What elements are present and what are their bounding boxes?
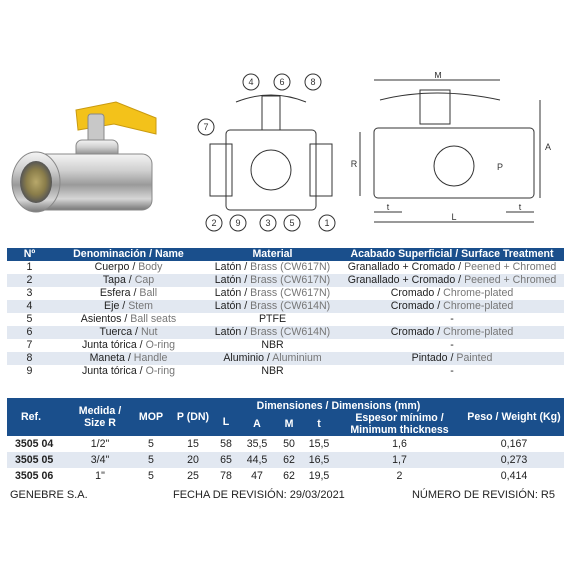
cell-weight: 0,414 bbox=[500, 470, 528, 482]
part-name-en: O-ring bbox=[145, 365, 176, 377]
material-en: Brass (CW614N) bbox=[250, 326, 331, 338]
finish: Granallado + Cromado bbox=[347, 274, 456, 286]
column-header: Nº bbox=[7, 248, 52, 261]
finish: Cromado bbox=[390, 287, 435, 299]
part-number: 9 bbox=[26, 365, 33, 377]
table-cell bbox=[205, 339, 340, 352]
cell-pdn: 20 bbox=[173, 452, 213, 468]
specs-header bbox=[7, 398, 564, 436]
dimension-label: A bbox=[544, 142, 552, 152]
part-name: Asientos bbox=[80, 313, 122, 325]
part-number: 3 bbox=[26, 287, 33, 299]
table-cell: Tuerca / Nut bbox=[52, 326, 205, 339]
dimension-label: L bbox=[451, 212, 457, 222]
finish: - bbox=[450, 339, 454, 351]
table-row bbox=[7, 452, 564, 468]
cell-ref: 3505 05 bbox=[7, 452, 71, 468]
callout-label: 2 bbox=[211, 218, 217, 228]
cell-mop: 5 bbox=[129, 452, 173, 468]
part-name: Esfera bbox=[99, 287, 131, 299]
table-row bbox=[7, 436, 564, 452]
finish-en: Chrome-plated bbox=[443, 326, 514, 338]
table-cell: Latón / Brass (CW614N) bbox=[205, 326, 340, 339]
material-en: Brass (CW614N) bbox=[250, 300, 331, 312]
callout-label: 4 bbox=[248, 77, 254, 87]
table-cell bbox=[7, 365, 52, 378]
part-name: Tuerca bbox=[99, 326, 133, 338]
cell-mop: 5 bbox=[148, 438, 154, 450]
cell-A: 35,5 bbox=[246, 438, 268, 450]
product-figure bbox=[0, 0, 570, 238]
specs-body bbox=[7, 436, 564, 484]
material: Latón bbox=[214, 326, 242, 338]
part-number: 5 bbox=[26, 313, 33, 325]
cell-thick: 2 bbox=[396, 470, 403, 482]
cell-thick: 1,6 bbox=[392, 438, 407, 450]
cell-M: 62 bbox=[275, 452, 303, 468]
part-number: 4 bbox=[26, 300, 33, 312]
part-name-en: Cap bbox=[134, 274, 155, 286]
part-number: 6 bbox=[26, 326, 33, 338]
table-row bbox=[7, 287, 564, 300]
table-cell bbox=[7, 274, 52, 287]
revision-number: NÚMERO DE REVISIÓN: R5 bbox=[411, 489, 555, 501]
table-cell: Junta tórica / O-ring bbox=[81, 365, 176, 377]
cell-thick: 1,7 bbox=[335, 452, 464, 468]
dimension-label: M bbox=[434, 72, 442, 80]
cell-ref: 3505 04 bbox=[15, 438, 54, 450]
material: Latón bbox=[214, 287, 242, 299]
material-en: Aluminium bbox=[272, 352, 322, 364]
column-header: Ref. bbox=[7, 398, 71, 436]
callout-label: 6 bbox=[279, 77, 285, 87]
material: NBR bbox=[261, 365, 284, 377]
table-cell: Granallado + Cromado / Peened + Chromed bbox=[347, 261, 557, 273]
table-cell: Aluminio / Aluminium bbox=[205, 352, 340, 365]
table-cell bbox=[205, 313, 340, 326]
column-header: Espesor mínimo / Minimum thickness bbox=[335, 412, 464, 436]
dimension-label: t bbox=[386, 202, 390, 212]
cell-L: 78 bbox=[220, 470, 232, 482]
cell-mop: 5 bbox=[148, 470, 154, 482]
column-header: MOP bbox=[129, 398, 173, 436]
column-header: Material bbox=[205, 248, 340, 261]
part-name-en: Nut bbox=[140, 326, 158, 338]
table-cell: Granallado + Cromado / Peened + Chromed bbox=[340, 274, 564, 287]
callout-label: 8 bbox=[310, 77, 316, 87]
cell-A: 44,5 bbox=[239, 452, 275, 468]
materials-body bbox=[7, 261, 564, 378]
finish: - bbox=[450, 365, 454, 377]
finish-en: Peened + Chromed bbox=[464, 274, 557, 286]
cell-L: 58 bbox=[220, 438, 232, 450]
part-name: Junta tórica bbox=[81, 365, 137, 377]
part-name-en: Body bbox=[138, 261, 163, 273]
part-number: 1 bbox=[26, 261, 33, 273]
cell-M: 62 bbox=[283, 470, 295, 482]
finish: - bbox=[450, 313, 454, 325]
finish: Granallado + Cromado bbox=[347, 261, 456, 273]
cell-t: 19,5 bbox=[308, 470, 330, 482]
cell-pdn: 25 bbox=[187, 470, 199, 482]
material: Aluminio bbox=[223, 352, 264, 364]
table-row bbox=[7, 468, 564, 484]
table-cell bbox=[7, 352, 52, 365]
material: Latón bbox=[214, 261, 242, 273]
column-header: M bbox=[275, 412, 303, 436]
material: PTFE bbox=[258, 313, 287, 325]
table-cell: Junta tórica / O-ring bbox=[81, 339, 176, 351]
table-cell: Latón / Brass (CW614N) bbox=[205, 300, 340, 313]
part-name-en: O-ring bbox=[145, 339, 176, 351]
callout-label: 1 bbox=[324, 218, 330, 228]
material-en: Brass (CW617N) bbox=[250, 274, 331, 286]
cell-t: 15,5 bbox=[308, 438, 330, 450]
part-number: 8 bbox=[26, 352, 33, 364]
table-cell: Asientos / Ball seats bbox=[80, 313, 177, 325]
cell-t: 16,5 bbox=[303, 452, 335, 468]
table-cell: Pintado / Painted bbox=[340, 352, 564, 365]
table-cell bbox=[7, 261, 52, 274]
material-en: Brass (CW617N) bbox=[250, 287, 331, 299]
table-cell bbox=[340, 313, 564, 326]
cell-pdn: 15 bbox=[187, 438, 199, 450]
column-header: L bbox=[213, 412, 239, 436]
finish: Cromado bbox=[390, 300, 435, 312]
part-name: Junta tórica bbox=[81, 339, 137, 351]
material: NBR bbox=[261, 339, 284, 351]
cell-L: 65 bbox=[213, 452, 239, 468]
materials-header bbox=[7, 248, 564, 261]
table-cell: Latón / Brass (CW617N) bbox=[214, 287, 331, 299]
column-header: A bbox=[239, 412, 275, 436]
finish: Cromado bbox=[390, 326, 435, 338]
finish-en: Painted bbox=[456, 352, 493, 364]
dimension-label: P bbox=[496, 162, 504, 172]
part-name-en: Ball bbox=[139, 287, 158, 299]
table-cell: Maneta / Handle bbox=[52, 352, 205, 365]
column-header: Acabado Superficial / Surface Treatment bbox=[340, 248, 564, 261]
finish-en: Peened + Chromed bbox=[464, 261, 557, 273]
material: Latón bbox=[214, 274, 242, 286]
part-name-en: Stem bbox=[128, 300, 153, 312]
part-name: Maneta bbox=[89, 352, 125, 364]
table-cell: Esfera / Ball bbox=[99, 287, 158, 299]
dimension-drawing bbox=[350, 72, 560, 232]
cell-weight: 0,273 bbox=[464, 452, 564, 468]
table-cell: Eje / Stem bbox=[52, 300, 205, 313]
cell-ref: 3505 06 bbox=[15, 470, 54, 482]
table-cell bbox=[7, 287, 52, 300]
table-row bbox=[7, 274, 564, 287]
part-name: Cuerpo bbox=[94, 261, 130, 273]
table-cell: Cuerpo / Body bbox=[94, 261, 163, 273]
table-cell bbox=[340, 365, 564, 378]
part-number: 7 bbox=[26, 339, 33, 351]
table-row bbox=[7, 352, 564, 365]
table-cell bbox=[7, 339, 52, 352]
column-header: Medida / Size R bbox=[71, 398, 129, 436]
table-cell bbox=[205, 365, 340, 378]
table-row bbox=[7, 313, 564, 326]
cell-weight: 0,167 bbox=[500, 438, 528, 450]
finish: Pintado bbox=[411, 352, 448, 364]
section-drawing bbox=[196, 72, 346, 232]
column-header: Peso / Weight (Kg) bbox=[464, 398, 564, 436]
column-header: t bbox=[303, 412, 335, 436]
column-header: Denominación / Name bbox=[52, 248, 205, 261]
material: Latón bbox=[214, 300, 242, 312]
revision-date: FECHA DE REVISIÓN: 29/03/2021 bbox=[173, 489, 345, 501]
callout-label: 9 bbox=[235, 218, 241, 228]
cell-size: 1" bbox=[95, 470, 105, 482]
table-row bbox=[7, 326, 564, 339]
table-cell bbox=[340, 339, 564, 352]
cell-size: 1/2" bbox=[90, 438, 110, 450]
table-cell: Cromado / Chrome-plated bbox=[390, 287, 514, 299]
column-header: P (DN) bbox=[173, 398, 213, 436]
dimension-label: R bbox=[350, 159, 358, 169]
column-group-header: Dimensiones / Dimensions (mm) bbox=[213, 398, 464, 412]
cell-size: 3/4" bbox=[71, 452, 129, 468]
part-name-en: Ball seats bbox=[130, 313, 177, 325]
table-row bbox=[7, 339, 564, 352]
table-row bbox=[7, 300, 564, 313]
table-cell: Tapa / Cap bbox=[52, 274, 205, 287]
part-name: Eje bbox=[104, 300, 120, 312]
table-cell bbox=[7, 326, 52, 339]
callout-label: 7 bbox=[203, 122, 209, 132]
finish-en: Chrome-plated bbox=[443, 300, 514, 312]
table-row bbox=[7, 261, 564, 274]
table-cell bbox=[7, 300, 52, 313]
table-cell: Cromado / Chrome-plated bbox=[340, 300, 564, 313]
part-number: 2 bbox=[26, 274, 33, 286]
dimension-label: t bbox=[518, 202, 522, 212]
table-row bbox=[7, 365, 564, 378]
part-name-en: Handle bbox=[133, 352, 168, 364]
cell-A: 47 bbox=[251, 470, 263, 482]
part-name: Tapa bbox=[102, 274, 126, 286]
valve-photo bbox=[6, 100, 166, 218]
callout-label: 3 bbox=[265, 218, 271, 228]
table-cell: Latón / Brass (CW617N) bbox=[214, 261, 331, 273]
specs-table bbox=[7, 398, 564, 484]
table-cell: Cromado / Chrome-plated bbox=[340, 326, 564, 339]
material-en: Brass (CW617N) bbox=[250, 261, 331, 273]
finish-en: Chrome-plated bbox=[443, 287, 514, 299]
cell-M: 50 bbox=[283, 438, 295, 450]
table-cell: Latón / Brass (CW617N) bbox=[205, 274, 340, 287]
materials-table bbox=[7, 248, 564, 378]
table-cell bbox=[7, 313, 52, 326]
callout-label: 5 bbox=[289, 218, 295, 228]
company-name: GENEBRE S.A. bbox=[10, 489, 88, 501]
